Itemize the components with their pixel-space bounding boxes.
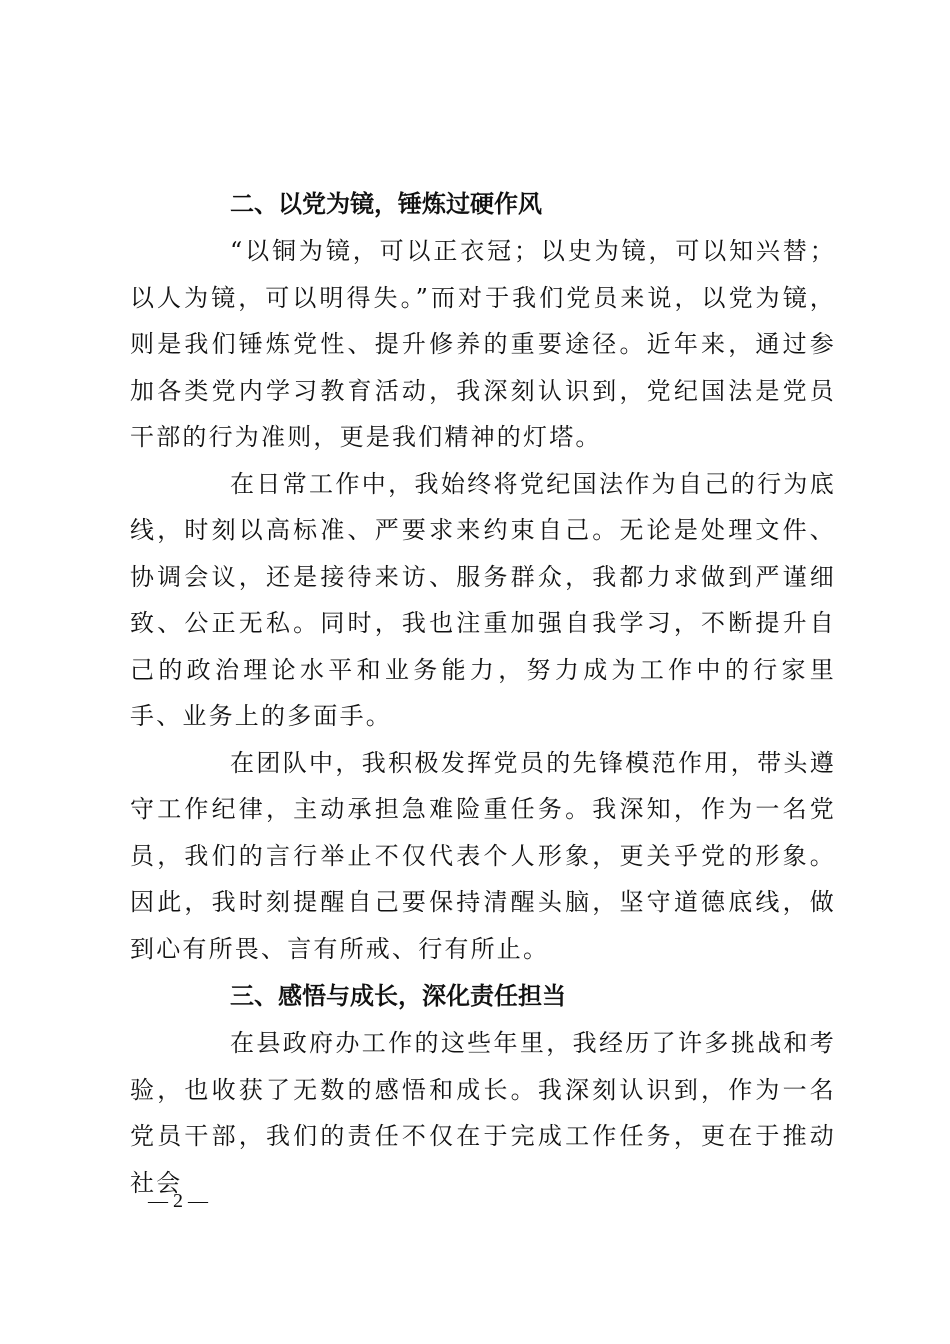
document-body <box>130 180 836 1206</box>
section-heading: 三、感悟与成长，深化责任担当 <box>230 982 566 1010</box>
section-heading: 二、以党为镜，锤炼过硬作风 <box>230 190 542 218</box>
body-paragraph: 在县政府办工作的这些年里，我经历了许多挑战和考验，也收获了无数的感悟和成长。我深刻认识到，作为一名党员干部，我们的责任不仅在于完成工作任务，更在于推动社会 <box>130 1029 836 1197</box>
body-paragraph: 在团队中，我积极发挥党员的先锋模范作用，带头遵守工作纪律，主动承担急难险重任务。我深知，作为一名党员，我们的言行举止不仅代表个人形象，更关乎党的形象。因此，我时刻提醒自己要保持清醒头脑，坚守道德底线，做到心有所畏、言有所戒、行有所止。 <box>130 748 836 963</box>
body-paragraph: 在日常工作中，我始终将党纪国法作为自己的行为底线，时刻以高标准、严要求来约束自己。无论是处理文件、协调会议，还是接待来访、服务群众，我都力求做到严谨细致、公正无私。同时，我也注重加强自我学习，不断提升自己的政治理论水平和业务能力，努力成为工作中的行家里手、业务上的多面手。 <box>130 469 836 730</box>
page-number: — 2 — <box>148 1190 208 1212</box>
body-paragraph: “以铜为镜，可以正衣冠；以史为镜，可以知兴替；以人为镜，可以明得失。”而对于我们党员来说，以党为镜，则是我们锤炼党性、提升修养的重要途径。近年来，通过参加各类党内学习教育活动，我深刻认识到，党纪国法是党员干部的行为准则，更是我们精神的灯塔。 <box>130 237 836 451</box>
